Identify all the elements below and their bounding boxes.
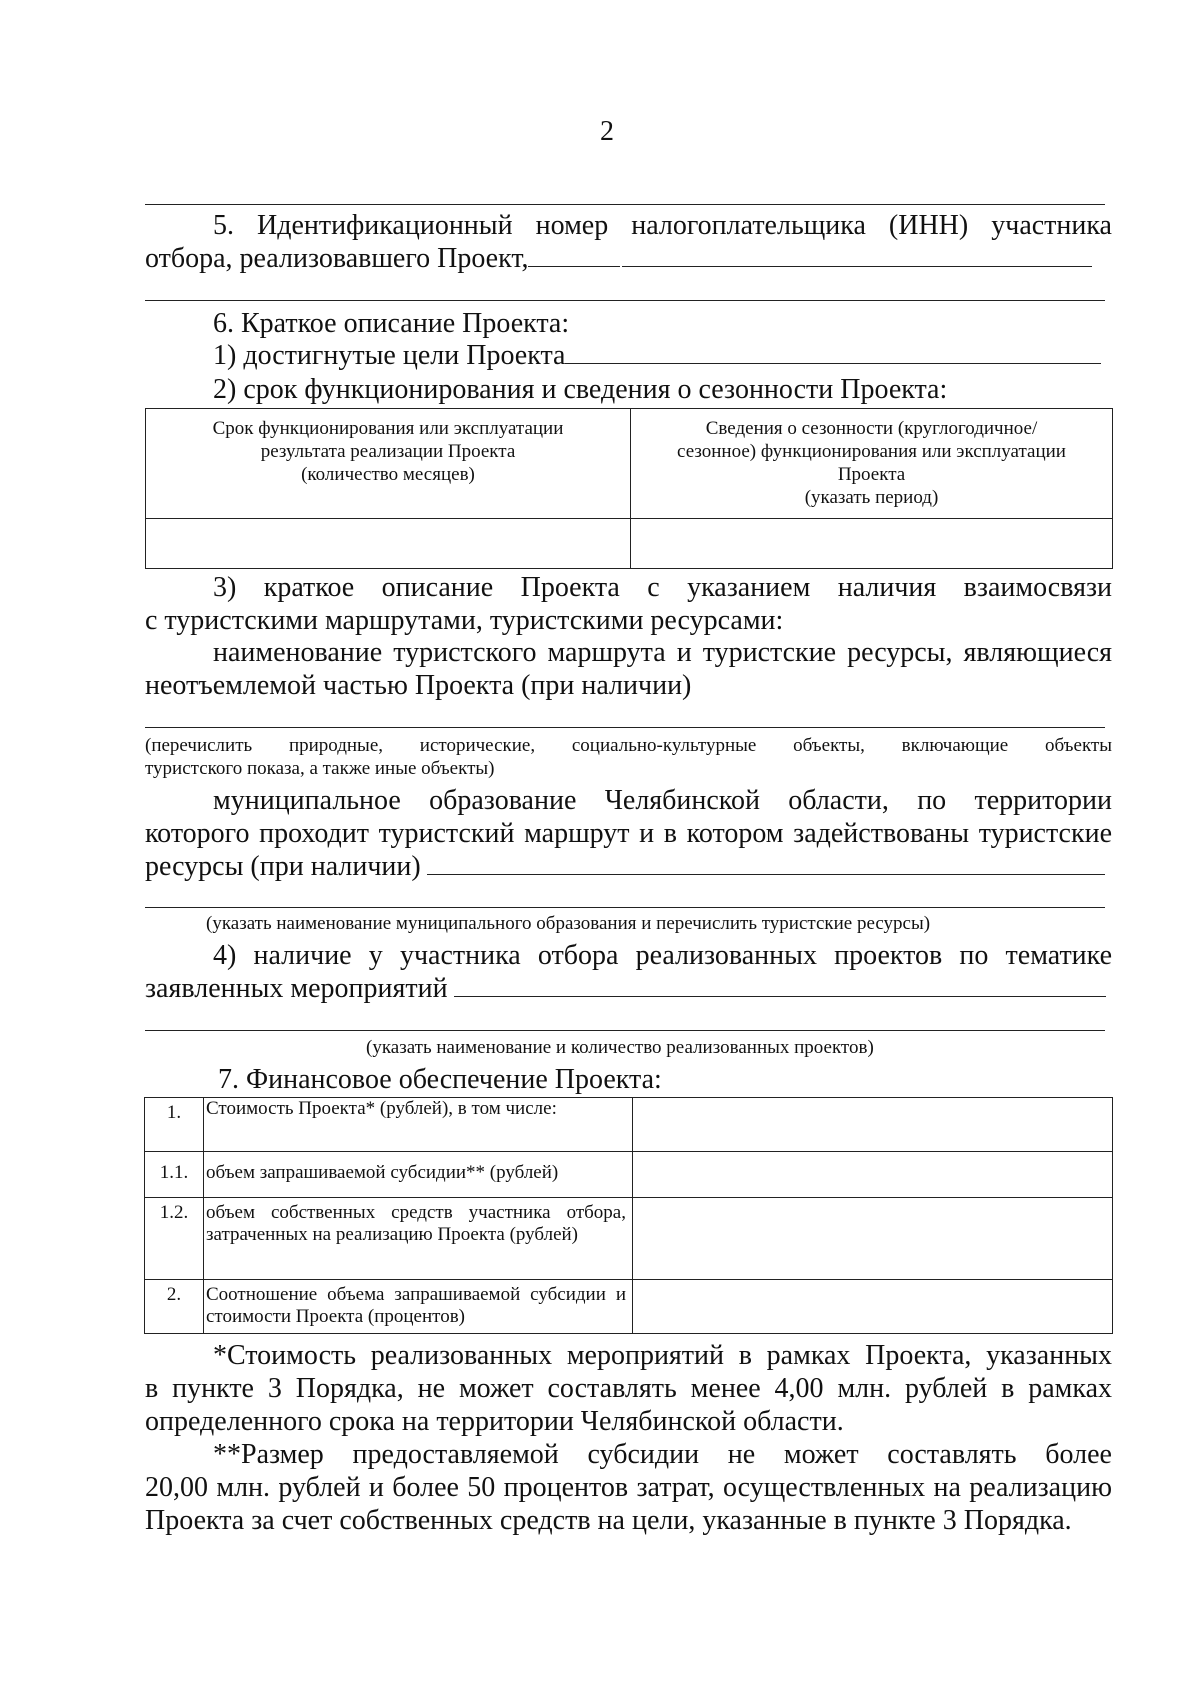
- item6-sub1-text: 1) достигнутые цели Проекта: [213, 340, 566, 371]
- operation-term-cell[interactable]: [146, 519, 631, 569]
- operation-header-season: [631, 409, 1113, 519]
- projects-field[interactable]: [454, 974, 1106, 997]
- item5-line2: [145, 243, 1092, 275]
- route-hint-l1: (перечислить природные, исторические, социально-культурные объекты, включающие объекты: [145, 735, 1112, 756]
- mun-hint: (указать наименование муниципального образования и перечислить туристские ресурсы): [206, 913, 931, 934]
- projects-field-2[interactable]: [145, 1030, 1105, 1031]
- item5-line2-text: отбора, реализовавшего Проект,: [145, 243, 529, 274]
- item7-heading: 7. Финансовое обеспечение Проекта:: [218, 1064, 662, 1095]
- note2-l2: 20,00 млн. рублей и более 50 процентов затрат, осуществленных на реализацию: [145, 1472, 1112, 1503]
- route-l2: неотъемлемой частью Проекта (при наличии): [145, 670, 692, 701]
- finance-row1-text: Стоимость Проекта* (рублей), в том числе:: [206, 1098, 557, 1119]
- finance-row2-value[interactable]: [633, 1152, 1113, 1198]
- finance-row4-num: 2.: [145, 1280, 204, 1334]
- finance-row3-text: объем собственных средств участника отбора, затраченных на реализацию Проекта (рублей): [206, 1202, 626, 1245]
- finance-row4-label: [204, 1280, 633, 1334]
- note1-l3: определенного срока на территории Челябинской области.: [145, 1406, 844, 1437]
- finance-row3-label: [204, 1198, 633, 1280]
- page-number: 2: [600, 116, 614, 147]
- operation-header-term-l1: Срок функционирования или эксплуатации: [212, 418, 564, 439]
- note2-l1: **Размер предоставляемой субсидии не может составлять более: [213, 1439, 1112, 1470]
- finance-row3-num: 1.2.: [145, 1198, 204, 1280]
- mun-l3: [145, 851, 1105, 883]
- operation-header-term-l2: результата реализации Проекта: [260, 441, 516, 462]
- finance-row4-text: Соотношение объема запрашиваемой субсидии и стоимости Проекта (процентов): [206, 1284, 626, 1327]
- top-rule: [145, 204, 1105, 205]
- finance-row2-label: [204, 1152, 633, 1198]
- item6-sub3-l1: 3) краткое описание Проекта с указанием наличия взаимосвязи: [213, 572, 1112, 603]
- inn-short-field[interactable]: [528, 244, 620, 267]
- note2-l3: Проекта за счет собственных средств на цели, указанные в пункте 3 Порядка.: [145, 1505, 1072, 1536]
- note1-l1: *Стоимость реализованных мероприятий в рамках Проекта, указанных: [213, 1340, 1112, 1371]
- item6-heading: 6. Краткое описание Проекта:: [213, 308, 570, 339]
- operation-header-term-l3: (количество месяцев): [301, 464, 475, 485]
- municipality-field-2[interactable]: [145, 907, 1105, 908]
- item6-sub3-l2: с туристскими маршрутами, туристскими ресурсами:: [145, 605, 784, 636]
- finance-row4-value[interactable]: [633, 1280, 1113, 1334]
- sub4-l2: [145, 973, 1106, 1005]
- item6-sub1: [213, 340, 1101, 372]
- mun-l2: которого проходит туристский маршрут и в котором задействованы туристские: [145, 818, 1112, 849]
- operation-table: [145, 408, 1113, 569]
- operation-header-season-l4: (указать период): [804, 487, 939, 508]
- finance-row1-value[interactable]: [633, 1098, 1113, 1152]
- finance-row1-label: [204, 1098, 633, 1152]
- route-field[interactable]: [145, 727, 1105, 728]
- operation-header-season-l1: Сведения о сезонности (круглогодичное/: [705, 418, 1038, 439]
- finance-table: [144, 1097, 1113, 1334]
- operation-season-cell[interactable]: [631, 519, 1113, 569]
- sub4-l2-text: заявленных мероприятий: [145, 973, 448, 1004]
- finance-row3-value[interactable]: [633, 1198, 1113, 1280]
- route-hint-l2: туристского показа, а также иные объекты): [145, 758, 495, 779]
- item5-line1: 5. Идентификационный номер налогоплательщика (ИНН) участника: [213, 210, 1112, 241]
- operation-header-term: [146, 409, 631, 519]
- route-l1: наименование туристского маршрута и туристские ресурсы, являющиеся: [213, 637, 1112, 668]
- item5-rule: [145, 300, 1105, 301]
- finance-row2-text: объем запрашиваемой субсидии** (рублей): [206, 1162, 559, 1183]
- operation-header-season-l3: Проекта: [837, 464, 906, 485]
- sub4-hint: (указать наименование и количество реализованных проектов): [366, 1037, 874, 1058]
- sub4-l1: 4) наличие у участника отбора реализованных проектов по тематике: [213, 940, 1112, 971]
- mun-l1: муниципальное образование Челябинской области, по территории: [213, 785, 1112, 816]
- item6-sub2: 2) срок функционирования и сведения о сезонности Проекта:: [213, 374, 948, 405]
- operation-header-season-l2: сезонное) функционирования или эксплуатации: [677, 441, 1066, 462]
- finance-row1-num: 1.: [145, 1098, 204, 1152]
- finance-row2-num: 1.1.: [145, 1152, 204, 1198]
- note1-l2: в пункте 3 Порядка, не может составлять менее 4,00 млн. рублей в рамках: [145, 1373, 1112, 1404]
- goals-field[interactable]: [565, 341, 1101, 364]
- mun-l3-text: ресурсы (при наличии): [145, 851, 421, 882]
- municipality-field[interactable]: [427, 852, 1105, 875]
- inn-field[interactable]: [622, 244, 1092, 267]
